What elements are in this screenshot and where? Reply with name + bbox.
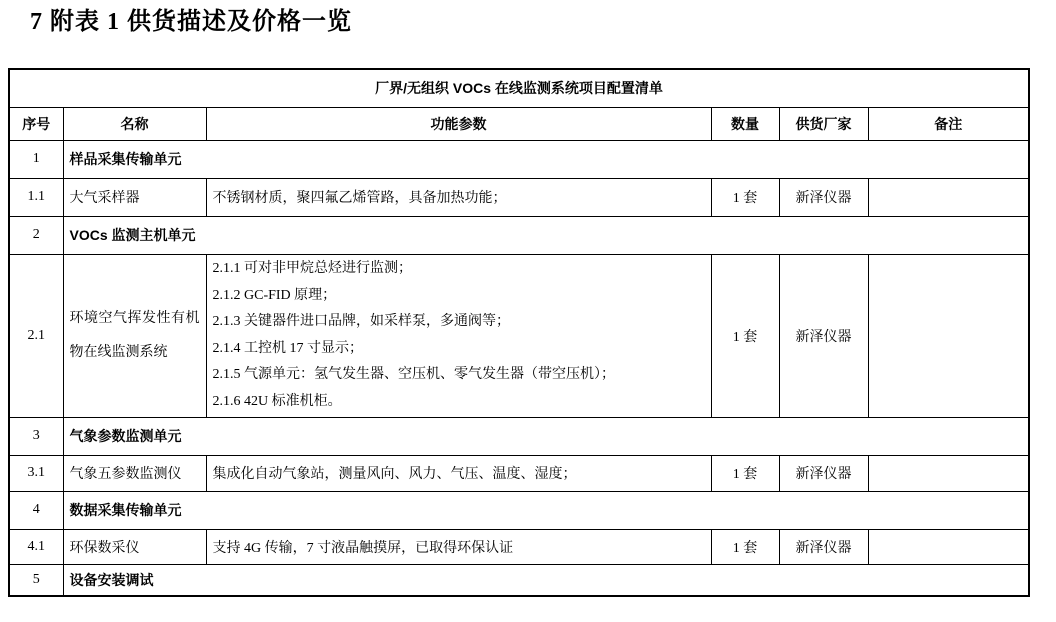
- param-line: 2.1.4 工控机 17 寸显示；: [212, 340, 363, 356]
- section-row-5: [9, 564, 1029, 596]
- config-table: [8, 68, 1030, 597]
- col-header-params: 功能参数: [206, 107, 711, 140]
- item-name: 气象五参数监测仪: [63, 455, 206, 491]
- item-remark: [868, 529, 1029, 564]
- section-row-2: [9, 216, 1029, 254]
- row-no: 2: [9, 216, 63, 254]
- row-no: 3.1: [9, 455, 63, 491]
- table-title: 厂界/无组织 VOCs 在线监测系统项目配置清单: [9, 69, 1029, 107]
- row-no: 1.1: [9, 178, 63, 216]
- param-line: 2.1.1 可对非甲烷总烃进行监测；: [212, 261, 412, 276]
- row-no: 4: [9, 491, 63, 529]
- section-row-1: [9, 140, 1029, 178]
- table-title-row: [9, 69, 1029, 107]
- row-no: 2.1: [9, 254, 63, 417]
- item-row-1-1: [9, 178, 1029, 216]
- item-row-4-1: [9, 529, 1029, 564]
- page-title: 7 附表 1 供货描述及价格一览: [30, 9, 352, 35]
- section-title: 数据采集传输单元: [63, 491, 1029, 529]
- item-name-text: 环境空气挥发性有机物在线监测系统: [69, 310, 200, 360]
- col-header-no: 序号: [9, 107, 63, 140]
- col-header-name: 名称: [63, 107, 206, 140]
- item-supplier: 新泽仪器: [779, 529, 868, 564]
- row-no: 3: [9, 417, 63, 455]
- item-qty: 1 套: [711, 178, 779, 216]
- section-title: 设备安装调试: [63, 564, 1029, 596]
- item-row-3-1: [9, 455, 1029, 491]
- item-qty: 1 套: [711, 455, 779, 491]
- item-name: [63, 254, 206, 417]
- table-header-row: [9, 107, 1029, 140]
- item-supplier: 新泽仪器: [779, 254, 868, 417]
- item-supplier: 新泽仪器: [779, 178, 868, 216]
- row-no: 4.1: [9, 529, 63, 564]
- item-params: 集成化自动气象站，测量风向、风力、气压、温度、湿度；: [206, 455, 711, 491]
- item-name: 大气采样器: [63, 178, 206, 216]
- item-qty: 1 套: [711, 529, 779, 564]
- item-supplier: 新泽仪器: [779, 455, 868, 491]
- item-row-2-1: [9, 254, 1029, 417]
- param-line: 2.1.6 42U 标准机柜。: [212, 393, 342, 409]
- section-title: 样品采集传输单元: [63, 140, 1029, 178]
- col-header-supplier: 供货厂家: [779, 107, 868, 140]
- item-params: 支持 4G 传输，7 寸液晶触摸屏，已取得环保认证: [206, 529, 711, 564]
- item-params: 不锈钢材质，聚四氟乙烯管路，具备加热功能；: [206, 178, 711, 216]
- section-title: 气象参数监测单元: [63, 417, 1029, 455]
- item-remark: [868, 254, 1029, 417]
- col-header-remark: 备注: [868, 107, 1029, 140]
- param-line: 2.1.3 关键器件进口品牌，如采样泵，多通阀等；: [212, 314, 510, 329]
- item-params: [206, 254, 711, 417]
- row-no: 5: [9, 564, 63, 596]
- section-title: VOCs 监测主机单元: [63, 216, 1029, 254]
- item-remark: [868, 455, 1029, 491]
- param-line: 2.1.5 气源单元：氢气发生器、空压机、零气发生器（带空压机）；: [212, 367, 615, 382]
- param-line: 2.1.2 GC-FID 原理；: [212, 287, 337, 303]
- item-name: 环保数采仪: [63, 529, 206, 564]
- item-qty: 1 套: [711, 254, 779, 417]
- row-no: 1: [9, 140, 63, 178]
- section-row-3: [9, 417, 1029, 455]
- section-row-4: [9, 491, 1029, 529]
- col-header-qty: 数量: [711, 107, 779, 140]
- item-remark: [868, 178, 1029, 216]
